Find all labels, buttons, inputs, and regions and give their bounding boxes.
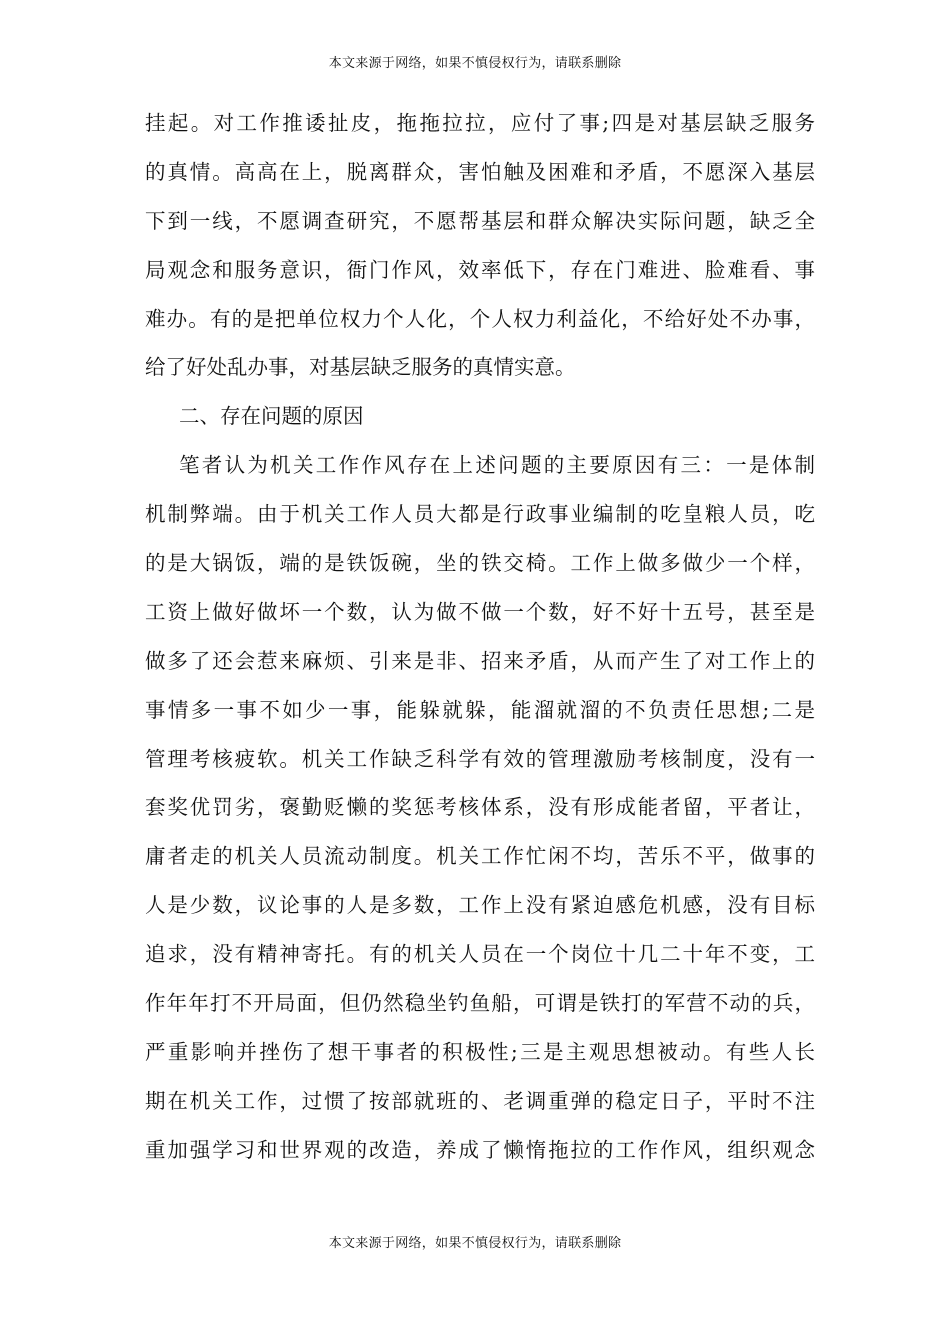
text-line: 严重影响并挫伤了想干事者的积极性;三是主观思想被动。有些人长 bbox=[145, 1039, 815, 1064]
text-line: 庸者走的机关人员流动制度。机关工作忙闲不均，苦乐不平，做事的 bbox=[145, 844, 815, 869]
text-line: 难办。有的是把单位权力个人化，个人权力利益化，不给好处不办事， bbox=[145, 306, 815, 331]
text-line: 的是大锅饭，端的是铁饭碗，坐的铁交椅。工作上做多做少一个样， bbox=[145, 551, 815, 576]
text-line: 追求，没有精神寄托。有的机关人员在一个岗位十几二十年不变，工 bbox=[145, 942, 815, 967]
text-line: 事情多一事不如少一事，能躲就躲，能溜就溜的不负责任思想;二是 bbox=[145, 697, 815, 722]
text-line: 管理考核疲软。机关工作缺乏科学有效的管理激励考核制度，没有一 bbox=[145, 746, 815, 771]
text-line: 局观念和服务意识，衙门作风，效率低下，存在门难进、脸难看、事 bbox=[145, 257, 815, 282]
page-header: 本文来源于网络，如果不慎侵权行为，请联系删除 bbox=[328, 56, 622, 71]
text-line: 工资上做好做坏一个数，认为做不做一个数，好不好十五号，甚至是 bbox=[145, 599, 815, 624]
text-line: 套奖优罚劣，褒勤贬懒的奖惩考核体系，没有形成能者留，平者让， bbox=[145, 795, 815, 820]
text-line: 给了好处乱办事，对基层缺乏服务的真情实意。 bbox=[145, 355, 576, 380]
document-body bbox=[145, 103, 815, 1179]
paragraph-first-line: 笔者认为机关工作作风存在上述问题的主要原因有三：一是体制 bbox=[179, 453, 815, 478]
text-line: 机制弊端。由于机关工作人员大都是行政事业编制的吃皇粮人员，吃 bbox=[145, 502, 815, 527]
text-line: 下到一线，不愿调查研究，不愿帮基层和群众解决实际问题，缺乏全 bbox=[145, 208, 815, 233]
text-line: 期在机关工作，过惯了按部就班的、老调重弹的稳定日子，平时不注 bbox=[145, 1088, 815, 1113]
text-line: 挂起。对工作推诿扯皮，拖拖拉拉，应付了事;四是对基层缺乏服务 bbox=[145, 111, 815, 135]
page-footer: 本文来源于网络，如果不慎侵权行为，请联系删除 bbox=[328, 1236, 622, 1251]
text-line: 做多了还会惹来麻烦、引来是非、招来矛盾，从而产生了对工作上的 bbox=[145, 648, 815, 673]
text-line: 人是少数，议论事的人是多数，工作上没有紧迫感危机感，没有目标 bbox=[145, 893, 815, 918]
text-line: 作年年打不开局面，但仍然稳坐钓鱼船，可谓是铁打的军营不动的兵， bbox=[145, 991, 815, 1016]
text-line: 的真情。高高在上，脱离群众，害怕触及困难和矛盾，不愿深入基层 bbox=[145, 159, 815, 184]
text-line: 重加强学习和世界观的改造，养成了懒惰拖拉的工作作风，组织观念 bbox=[145, 1137, 815, 1162]
section-heading: 二、存在问题的原因 bbox=[179, 404, 364, 429]
